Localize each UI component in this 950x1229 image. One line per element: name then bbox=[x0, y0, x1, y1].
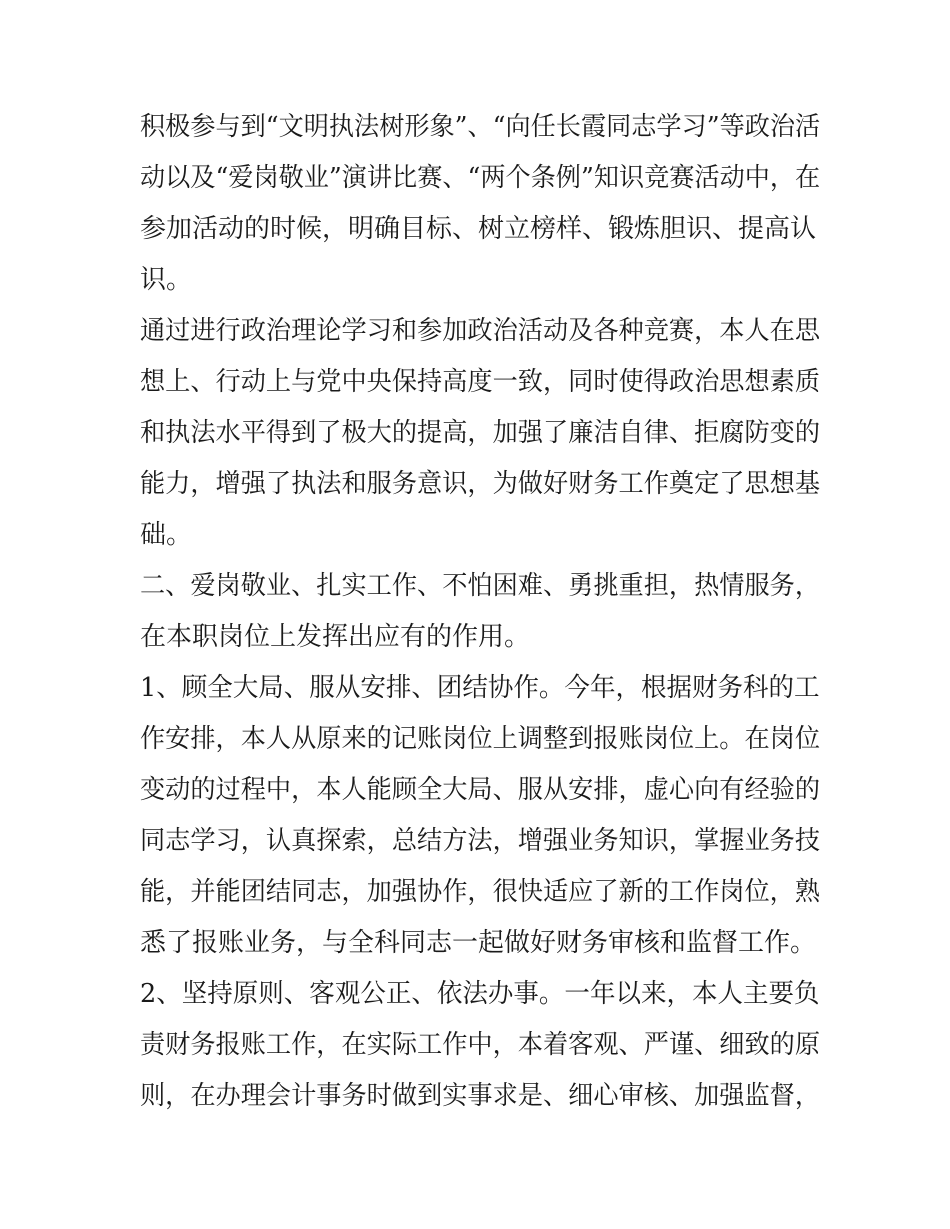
text-line: 作安排，本人从原来的记账岗位上调整到报账岗位上。在岗位 bbox=[140, 724, 821, 754]
text-line: 2、坚持原则、客观公正、依法办事。一年以来，本人主要负 bbox=[140, 979, 820, 1009]
text-line: 二、爱岗敬业、扎实工作、不怕困难、勇挑重担，热情服务， bbox=[140, 571, 821, 601]
text-line: 能，并能团结同志，加强协作，很快适应了新的工作岗位，熟 bbox=[140, 877, 821, 907]
text-line: 础。 bbox=[140, 520, 193, 550]
text-line: 变动的过程中，本人能顾全大局、服从安排，虚心向有经验的 bbox=[140, 775, 821, 805]
text-line: 能力，增强了执法和服务意识，为做好财务工作奠定了思想基 bbox=[140, 469, 821, 499]
paragraph-item-2 bbox=[140, 969, 820, 1122]
document-body bbox=[140, 102, 820, 1122]
text-line: 识。 bbox=[140, 265, 193, 295]
text-line: 积极参与到“文明执法树形象”、“向任长霞同志学习”等政治活 bbox=[140, 112, 821, 142]
text-line: 悉了报账业务，与全科同志一起做好财务审核和监督工作。 bbox=[140, 928, 817, 958]
text-line: 1、顾全大局、服从安排、团结协作。今年，根据财务科的工 bbox=[140, 673, 820, 703]
paragraph-study-results bbox=[140, 306, 820, 561]
paragraph-item-1 bbox=[140, 663, 820, 969]
paragraph-activities bbox=[140, 102, 820, 306]
section-heading-two bbox=[140, 561, 820, 663]
text-line: 和执法水平得到了极大的提高，加强了廉洁自律、拒腐防变的 bbox=[140, 418, 821, 448]
text-line: 在本职岗位上发挥出应有的作用。 bbox=[140, 622, 531, 652]
text-line: 同志学习，认真探索，总结方法，增强业务知识，掌握业务技 bbox=[140, 826, 821, 856]
text-line: 责财务报账工作，在实际工作中，本着客观、严谨、细致的原 bbox=[140, 1030, 821, 1060]
text-line: 参加活动的时候，明确目标、树立榜样、锻炼胆识、提高认 bbox=[140, 214, 817, 244]
text-line: 想上、行动上与党中央保持高度一致，同时使得政治思想素质 bbox=[140, 367, 821, 397]
text-line: 通过进行政治理论学习和参加政治活动及各种竞赛，本人在思 bbox=[140, 316, 821, 346]
text-line: 动以及“爱岗敬业”演讲比赛、“两个条例”知识竞赛活动中，在 bbox=[140, 163, 821, 193]
text-line: 则，在办理会计事务时做到实事求是、细心审核、加强监督， bbox=[140, 1081, 821, 1111]
